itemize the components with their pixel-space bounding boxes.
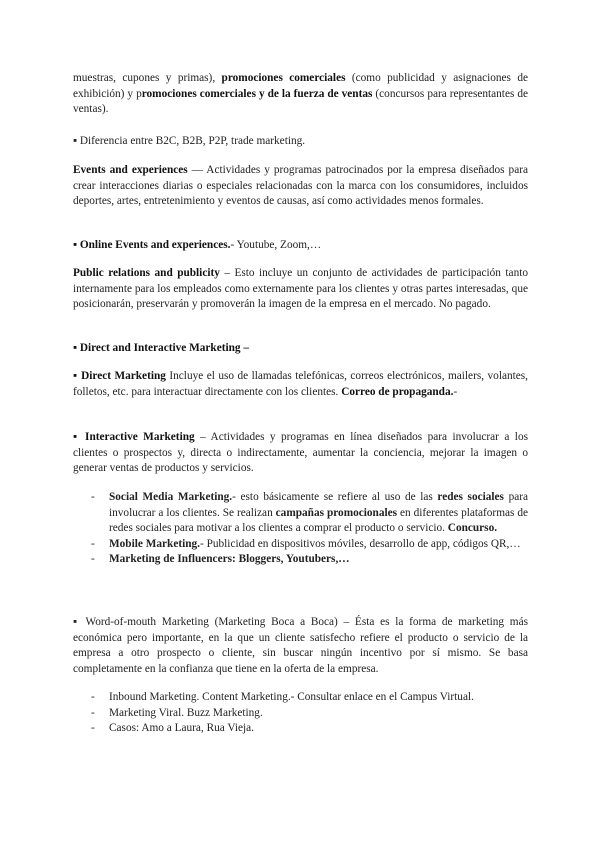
text-run: - Publicidad en dispositivos móviles, desarrollo de app, códigos QR,… [200,537,521,550]
bold-run: promociones comerciales [221,72,346,84]
paragraph-direct-interactive-heading [73,341,528,357]
text-run: (concursos para representantes de ventas). [73,87,528,115]
paragraph-promotions [73,71,528,118]
text-run: en diferentes plataformas de redes sociales para motivar a los clientes a comprar el producto o servicio. [109,506,528,534]
text-run: - esto básicamente se refiere al uso de las [232,491,438,503]
bold-run: ▪ Direct and Interactive Marketing – [73,342,250,354]
paragraph-events [73,163,528,210]
bold-run: redes sociales [437,491,504,503]
bold-run: Mobile Marketing. [109,537,200,550]
text-run: Casos: Amo a Laura, Rua Vieja. [109,722,255,734]
paragraph-online-events [73,238,528,254]
list-item [73,690,528,706]
text-run: Incluye el uso de llamadas telefónicas, correos electrónicos, mailers, volantes, folletos, etc. para interactuar directamente con los clientes. [73,370,528,398]
paragraph-direct-marketing [73,369,528,400]
list-item [73,552,528,568]
text-run: (como publicidad y asignaciones de exhibición) y p [73,72,529,100]
bold-run: Concurso. [447,522,498,534]
text-run: Marketing Viral. Buzz Marketing. [109,706,263,719]
bold-run: campañas promocionales [275,506,398,519]
interactive-marketing-list [73,490,528,568]
list-item [73,490,528,537]
bold-run: Social Media Marketing. [109,491,233,503]
text-run: muestras, cupones y primas), [73,72,222,84]
list-item [73,706,528,722]
text-run: — Actividades y programas patrocinados por la empresa diseñados para crear interacciones diarias o especiales relacionadas con la marca con los consumidores, incluidos deportes, artes, entretenimiento y eventos de causas, así como actividades menos formales. [73,164,528,207]
text-run: Inbound Marketing. Content Marketing.- Consultar enlace en el Campus Virtual. [109,691,474,703]
paragraph-interactive-marketing [73,430,528,477]
text-run: - Youtube, Zoom,… [230,239,322,251]
bold-run: ▪ Online Events and experiences. [73,239,231,251]
bold-run: Correo de propaganda. [341,385,454,398]
text-run: – Actividades y programas en línea diseñados para involucrar a los clientes o prospectos y, directa o indirectamente, aumentar la conciencia, mejorar la imagen o generar ventas de productos y servicios. [73,431,528,474]
bold-run: Public relations and publicity [73,267,220,279]
dash-bullet: - [91,553,95,565]
text-run: ▪ Diferencia entre B2C, B2B, P2P, trade marketing. [73,135,306,147]
bold-run: Marketing de Influencers: Bloggers, Youtubers,… [109,553,350,565]
bold-run: romociones comerciales y de la fuerza de ventas [141,87,373,100]
list-item [73,721,528,737]
bold-run: ▪ Direct Marketing [73,370,166,382]
text-run: ▪ Word-of-mouth Marketing (Marketing Boca a Boca) – Ésta es la forma de marketing más económica pero importante, en la que un cliente satisfecho refiere el producto o servicio de la empresa a otro prospecto o cliente, sin buscar ningún incentivo por sí mismo. Se basa completamente en la confianza que tiene en la oferta de la empresa. [73,616,528,675]
text-run: – Esto incluye un conjunto de actividades de participación tanto internamente para los empleados como externamente para los clientes y otras partes interesadas, que posicionarán, preservarán y promoverán la imagen de la empresa en el mercado. No pagado. [73,267,528,310]
text-run: para involucrar a los clientes. Se realizan [109,491,529,519]
text-run: - [453,385,458,398]
dash-bullet: - [91,722,95,734]
dash-bullet: - [91,491,95,503]
dash-bullet: - [91,691,95,703]
dash-bullet: - [91,537,95,550]
bold-run: ▪ Interactive Marketing [73,431,195,443]
dash-bullet: - [91,706,95,719]
paragraph-word-of-mouth [73,615,528,677]
word-of-mouth-list [73,690,528,737]
paragraph-difference [73,134,528,150]
list-item [73,537,528,553]
paragraph-public-relations [73,266,528,313]
bold-run: Events and experiences [73,164,188,176]
